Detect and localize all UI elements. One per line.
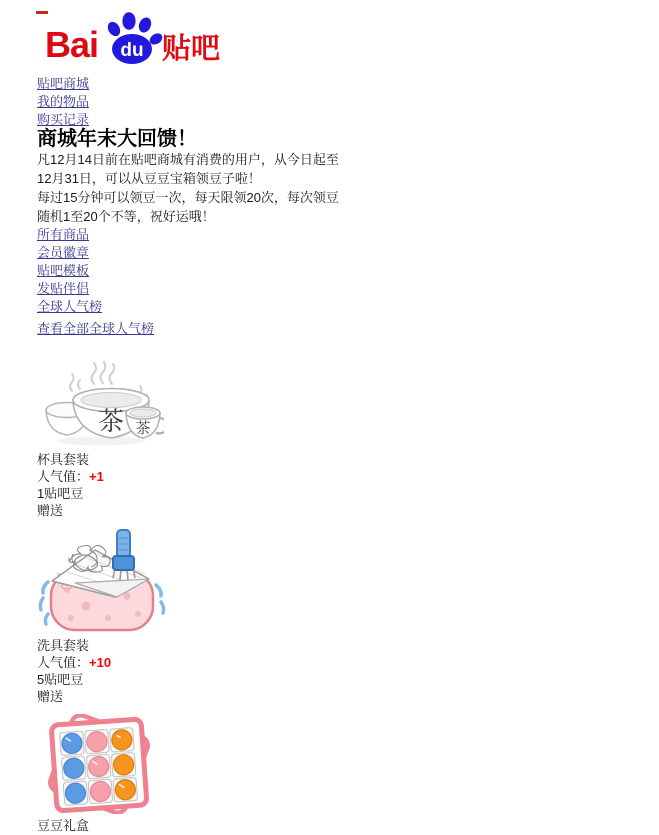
- product-price: 1贴吧豆: [37, 486, 84, 501]
- right-cup: [126, 407, 164, 438]
- popularity-line: [37, 654, 659, 671]
- product-card-bean-giftbox: [37, 714, 659, 834]
- promo-paragraph-1: 凡12月14日前在贴吧商城有消费的用户，从今日起至12月31日，可以从豆豆宝箱领豆子啦！: [37, 152, 339, 186]
- product-name: 豆豆礼盒: [37, 818, 90, 833]
- top-red-marker: [36, 11, 48, 14]
- cat-link-member-badge[interactable]: 会员徽章: [37, 245, 90, 260]
- nav-link-purchase-history[interactable]: 购买记录: [37, 112, 90, 127]
- popularity-value: +10: [89, 655, 112, 670]
- product-name: 杯具套装: [37, 452, 90, 467]
- logo-tieba-text: 贴吧: [162, 33, 221, 65]
- promo-title: 商城年末大回馈！: [37, 128, 197, 150]
- tea-set-image[interactable]: [39, 360, 164, 448]
- cat-link-tieba-template[interactable]: 贴吧模板: [37, 263, 90, 278]
- link-view-all-global-rank[interactable]: 查看全部全球人气榜: [37, 321, 155, 336]
- popularity-value: +1: [89, 469, 104, 484]
- popularity-label: 人气值：: [37, 469, 90, 484]
- svg-text:茶: 茶: [97, 406, 125, 436]
- cat-link-all-products[interactable]: 所有商品: [37, 227, 90, 242]
- product-price: 5贴吧豆: [37, 672, 84, 687]
- logo-du-text: du: [120, 40, 144, 61]
- bean-giftbox-image[interactable]: [47, 714, 152, 814]
- front-box: [51, 719, 147, 811]
- product-name: 洗具套装: [37, 638, 90, 653]
- category-links: [37, 226, 659, 338]
- popularity-label: 人气值：: [37, 655, 90, 670]
- nav-link-tieba-mall[interactable]: 贴吧商城: [37, 76, 90, 91]
- cat-link-post-companion[interactable]: 发贴伴侣: [37, 281, 90, 296]
- nav-link-my-items[interactable]: 我的物品: [37, 94, 90, 109]
- svg-text:茶: 茶: [135, 420, 151, 437]
- gift-action: 赠送: [37, 689, 64, 704]
- tieba-logo[interactable]: [45, 12, 225, 68]
- gift-action: 赠送: [37, 503, 64, 518]
- logo-bai-text: Bai: [45, 24, 99, 65]
- product-card-tea-set: [37, 360, 659, 519]
- top-nav: [37, 75, 659, 129]
- popularity-line: [37, 468, 659, 485]
- promo-paragraph-2: 每过15分钟可以领豆一次，每天限领20次，每次领豆随机1至20个不等，祝好运哦！: [37, 190, 339, 224]
- paw-icon: [105, 12, 164, 64]
- cat-link-global-rank[interactable]: 全球人气榜: [37, 299, 103, 314]
- product-card-wash-set: [37, 528, 659, 705]
- bean-grid: [60, 728, 138, 806]
- wash-set-image[interactable]: [37, 528, 167, 634]
